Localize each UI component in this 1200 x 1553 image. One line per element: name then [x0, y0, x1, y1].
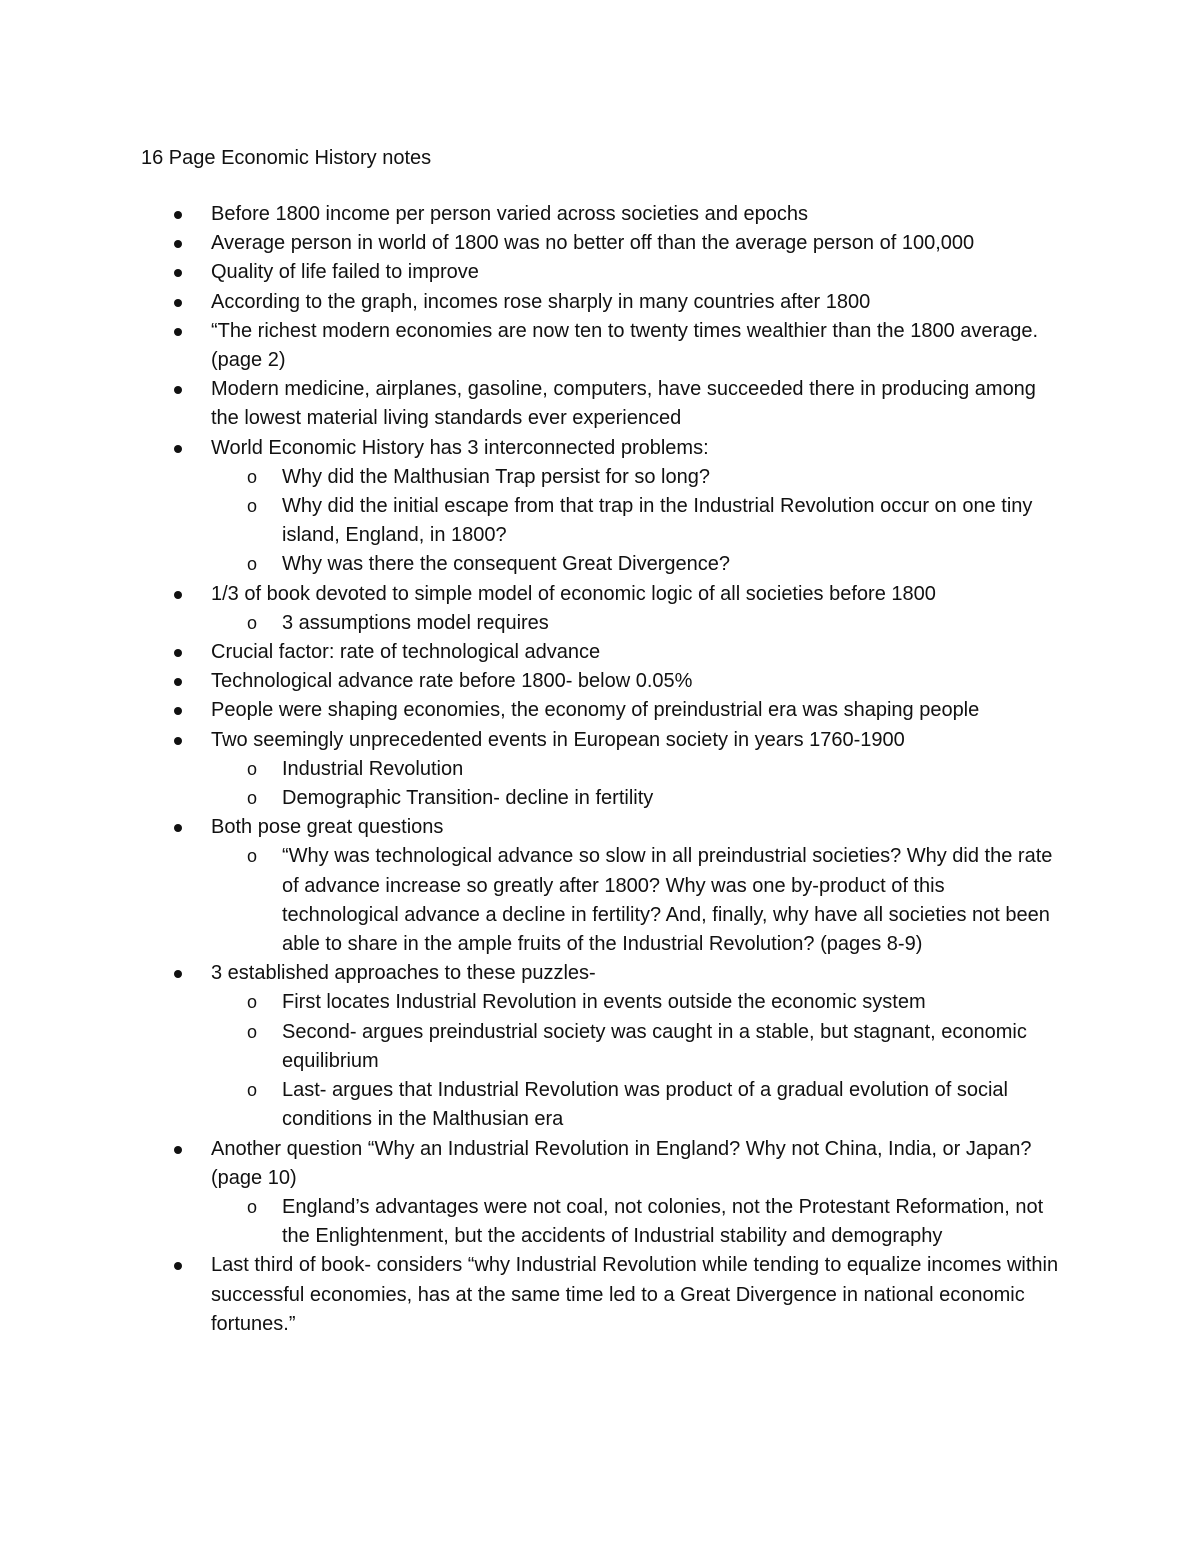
sub-list: [211, 463, 1060, 580]
bullet-icon: [174, 269, 182, 277]
sub-list-item: [211, 784, 1060, 813]
bullet-icon: [174, 970, 182, 978]
list-item: [0, 375, 1200, 433]
list-item-text: Another question “Why an Industrial Revolution in England? Why not China, India, or Japan? (page 10): [211, 1137, 1032, 1189]
circle-bullet-icon: o: [247, 554, 258, 575]
bullet-icon: [174, 678, 182, 686]
sub-list-item-text: Why did the Malthusian Trap persist for so long?: [282, 465, 710, 488]
sub-list-item: [211, 1076, 1060, 1134]
bullet-icon: [174, 299, 182, 307]
sub-list: [211, 609, 1060, 638]
list-item: [0, 288, 1200, 317]
list-item-text: Last third of book- considers “why Industrial Revolution while tending to equalize incomes within successful economies, has at the same time led to a Great Divergence in national economic fortunes.”: [211, 1254, 1059, 1335]
circle-bullet-icon: o: [247, 496, 258, 517]
sub-list-item-text: Second- argues preindustrial society was caught in a stable, but stagnant, economic equilibrium: [282, 1020, 1027, 1072]
sub-list: [211, 755, 1060, 813]
circle-bullet-icon: o: [247, 846, 258, 867]
sub-list-item-text: Last- argues that Industrial Revolution was product of a gradual evolution of social conditions in the Malthusian era: [282, 1079, 1008, 1131]
list-item-text: 1/3 of book devoted to simple model of economic logic of all societies before 1800: [211, 582, 936, 605]
list-item: [0, 1251, 1200, 1339]
list-item-text: People were shaping economies, the economy of preindustrial era was shaping people: [211, 699, 980, 722]
circle-bullet-icon: o: [247, 1080, 258, 1101]
sub-list-item: [211, 1018, 1060, 1076]
sub-list-item-text: Demographic Transition- decline in fertility: [282, 787, 654, 810]
circle-bullet-icon: o: [247, 788, 258, 809]
bullet-icon: [174, 1262, 182, 1270]
list-item: [0, 434, 1200, 580]
bullet-icon: [174, 707, 182, 715]
sub-list-item: [211, 1193, 1060, 1251]
list-item: [0, 726, 1200, 814]
bullet-list: [0, 200, 1200, 1339]
list-item-text: According to the graph, incomes rose sharply in many countries after 1800: [211, 290, 871, 313]
list-item: [0, 580, 1200, 638]
sub-list-item-text: Industrial Revolution: [282, 757, 464, 780]
bullet-icon: [174, 824, 182, 832]
sub-list-item: [211, 842, 1060, 959]
sub-list-item: [211, 463, 1060, 492]
page-title: 16 Page Economic History notes: [141, 147, 432, 169]
list-item: [0, 696, 1200, 725]
list-item: [0, 229, 1200, 258]
sub-list-item: [211, 550, 1060, 579]
circle-bullet-icon: o: [247, 612, 258, 633]
bullet-icon: [174, 591, 182, 599]
list-item: [0, 813, 1200, 959]
list-item-text: Quality of life failed to improve: [211, 261, 479, 284]
list-item-text: Modern medicine, airplanes, gasoline, computers, have succeeded there in producing among the lowest material living standards ever experienced: [211, 378, 1036, 430]
sub-list-item: [211, 609, 1060, 638]
list-item-text: Two seemingly unprecedented events in European society in years 1760-1900: [211, 728, 905, 751]
circle-bullet-icon: o: [247, 992, 258, 1013]
sub-list-item-text: Why did the initial escape from that trap in the Industrial Revolution occur on one tiny island, England, in 1800?: [282, 495, 1033, 547]
circle-bullet-icon: o: [247, 466, 258, 487]
sub-list-item-text: 3 assumptions model requires: [282, 611, 549, 634]
sub-list-item-text: England’s advantages were not coal, not colonies, not the Protestant Reformation, not the Enlightenment, but the accidents of Industrial stability and demography: [282, 1195, 1044, 1248]
list-item: [0, 258, 1200, 287]
list-item: [0, 200, 1200, 229]
sub-list-item-text: Why was there the consequent Great Divergence?: [282, 553, 731, 576]
list-item-text: Both pose great questions: [211, 816, 444, 839]
list-item: [0, 667, 1200, 696]
bullet-icon: [174, 211, 182, 219]
bullet-icon: [174, 240, 182, 248]
sub-list-item: [211, 755, 1060, 784]
list-item-text: 3 established approaches to these puzzles-: [211, 962, 596, 985]
bullet-icon: [174, 386, 182, 394]
bullet-icon: [174, 328, 182, 336]
list-item: [0, 317, 1200, 375]
list-item: [0, 638, 1200, 667]
list-item-text: Average person in world of 1800 was no better off than the average person of 100,000: [211, 232, 975, 255]
circle-bullet-icon: o: [247, 1021, 258, 1042]
list-item-text: World Economic History has 3 interconnected problems:: [211, 436, 709, 459]
circle-bullet-icon: o: [247, 1196, 258, 1217]
sub-list: [211, 1193, 1060, 1251]
sub-list: [211, 842, 1060, 959]
circle-bullet-icon: o: [247, 758, 258, 779]
list-item-text: Before 1800 income per person varied across societies and epochs: [211, 203, 809, 225]
bullet-icon: [174, 1146, 182, 1154]
bullet-icon: [174, 445, 182, 453]
sub-list-item: [211, 492, 1060, 550]
list-item-text: Technological advance rate before 1800- below 0.05%: [211, 670, 693, 693]
list-item-text: Crucial factor: rate of technological advance: [211, 641, 601, 664]
bullet-icon: [174, 737, 182, 745]
sub-list-item: [211, 988, 1060, 1017]
list-item: [0, 959, 1200, 1134]
list-item: [0, 1135, 1200, 1252]
sub-list-item-text: First locates Industrial Revolution in events outside the economic system: [282, 991, 926, 1014]
list-item-text: “The richest modern economies are now ten to twenty times wealthier than the 1800 average. (page 2): [211, 319, 1039, 372]
sub-list: [211, 988, 1060, 1134]
sub-list-item-text: “Why was technological advance so slow in all preindustrial societies? Why did the rate of advance increase so greatly after 1800? Why was one by-product of this technological advance a decline in fertility? And, finally, why have all societies not been able to share in the ample fruits of the Industrial Revolution? (pages 8-9): [282, 845, 1053, 956]
bullet-icon: [174, 649, 182, 657]
